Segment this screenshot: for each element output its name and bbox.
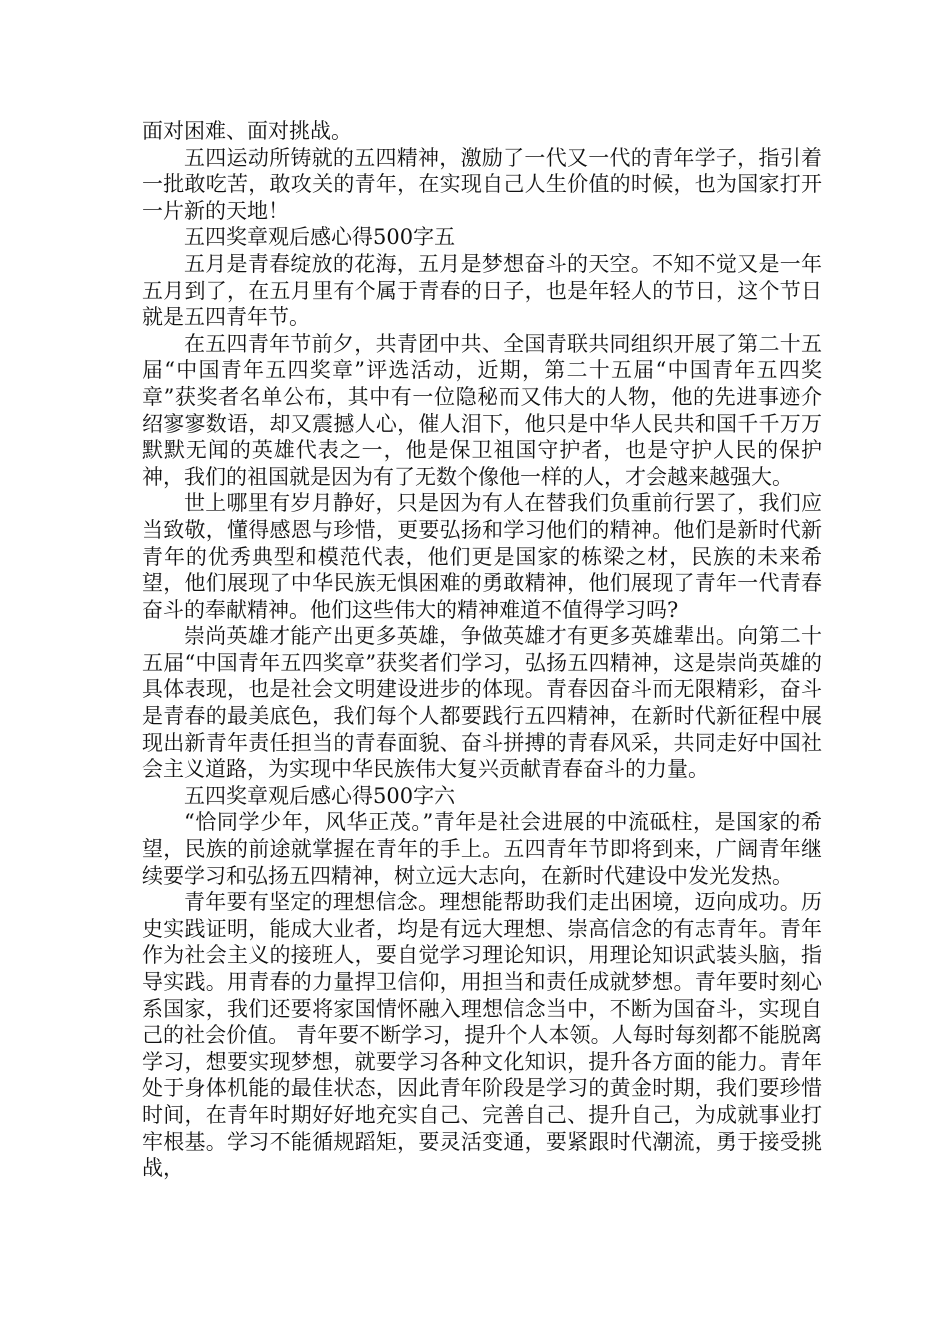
paragraph-heroes: 崇尚英雄才能产出更多英雄，争做英雄才有更多英雄辈出。向第二十五届“中国青年五四奖章”获奖者们学习，弘扬五四精神，这是崇尚英雄的具体表现，也是社会文明建设进步的体现。青春因奋斗而无限精彩，奋斗是青春的最美底色，我们每个人都要践行五四精神，在新时代新征程中展现出新青年责任担当的青春面貌、奋斗拼搏的青春风采，共同走好中国社会主义道路，为实现中华民族伟大复兴贡献青春奋斗的力量。 — [142, 624, 822, 782]
paragraph-gratitude: 世上哪里有岁月静好，只是因为有人在替我们负重前行罢了，我们应当致敬，懂得感恩与珍惜，更要弘扬和学习他们的精神。他们是新时代新青年的优秀典型和模范代表，他们更是国家的栋梁之材，民族的未来希望，他们展现了中华民族无惧困难的勇敢精神，他们展现了青年一代青春奋斗的奉献精神。他们这些伟大的精神难道不值得学习吗? — [142, 491, 822, 622]
paragraph-continuation: 面对困难、面对挑战。 — [142, 119, 352, 143]
section-heading-six: 五四奖章观后感心得500字六 — [184, 783, 456, 808]
paragraph-youth-hope: “恰同学少年，风华正茂。”青年是社会进展的中流砥柱，是国家的希望，民族的前途就掌握在青年的手上。五四青年节即将到来，广阔青年继续要学习和弘扬五四精神，树立远大志向，在新时代建设中发光发热。 — [142, 810, 822, 888]
paragraph-may-intro: 五月是青春绽放的花海，五月是梦想奋斗的天空。不知不觉又是一年五月到了，在五月里有个属于青春的日子，也是年轻人的节日，这个节日就是五四青年节。 — [142, 251, 822, 330]
paragraph-ideals: 青年要有坚定的理想信念。理想能帮助我们走出困境，迈向成功。历史实践证明，能成大业者，均是有远大理想、崇高信念的有志青年。青年作为社会主义的接班人，要自觉学习理论知识，用理论知识武装头脑，指导实践。用青春的力量捍卫信仰，用担当和责任成就梦想。青年要时刻心系国家，我们还要将家国情怀融入理想信念当中，不断为国奋斗，实现自己的社会价值。 青年要不断学习，提升个人本领。人每时每刻都不能脱离学习，想要实现梦想，就要学习各种文化知识，提升各方面的能力。青年处于身体机能的最佳状态，因此青年阶段是学习的黄金时期，我们要珍惜时间，在青年时期好好地充实自己、完善自己、提升自己，为成就事业打牢根基。学习不能循规蹈矩，要灵活变通，要紧跟时代潮流，勇于接受挑战， — [142, 890, 822, 1181]
document-body — [142, 118, 822, 1182]
paragraph-award-selection: 在五四青年节前夕，共青团中共、全国青联共同组织开展了第二十五届“中国青年五四奖章”评选活动，近期，第二十五届“中国青年五四奖章”获奖者名单公布，其中有一位隐秘而又伟大的人物，他的先进事迹介绍寥寥数语，却又震撼人心，催人泪下，他只是中华人民共和国千千万万默默无闻的英雄代表之一，他是保卫祖国守护者，也是守护人民的保护神，我们的祖国就是因为有了无数个像他一样的人，才会越来越强大。 — [142, 331, 822, 489]
section-heading-five: 五四奖章观后感心得500字五 — [184, 225, 456, 250]
paragraph-may-fourth-spirit: 五四运动所铸就的五四精神，激励了一代又一代的青年学子，指引着一批敢吃苦，敢攻关的青年，在实现自己人生价值的时候，也为国家打开一片新的天地！ — [142, 145, 822, 223]
